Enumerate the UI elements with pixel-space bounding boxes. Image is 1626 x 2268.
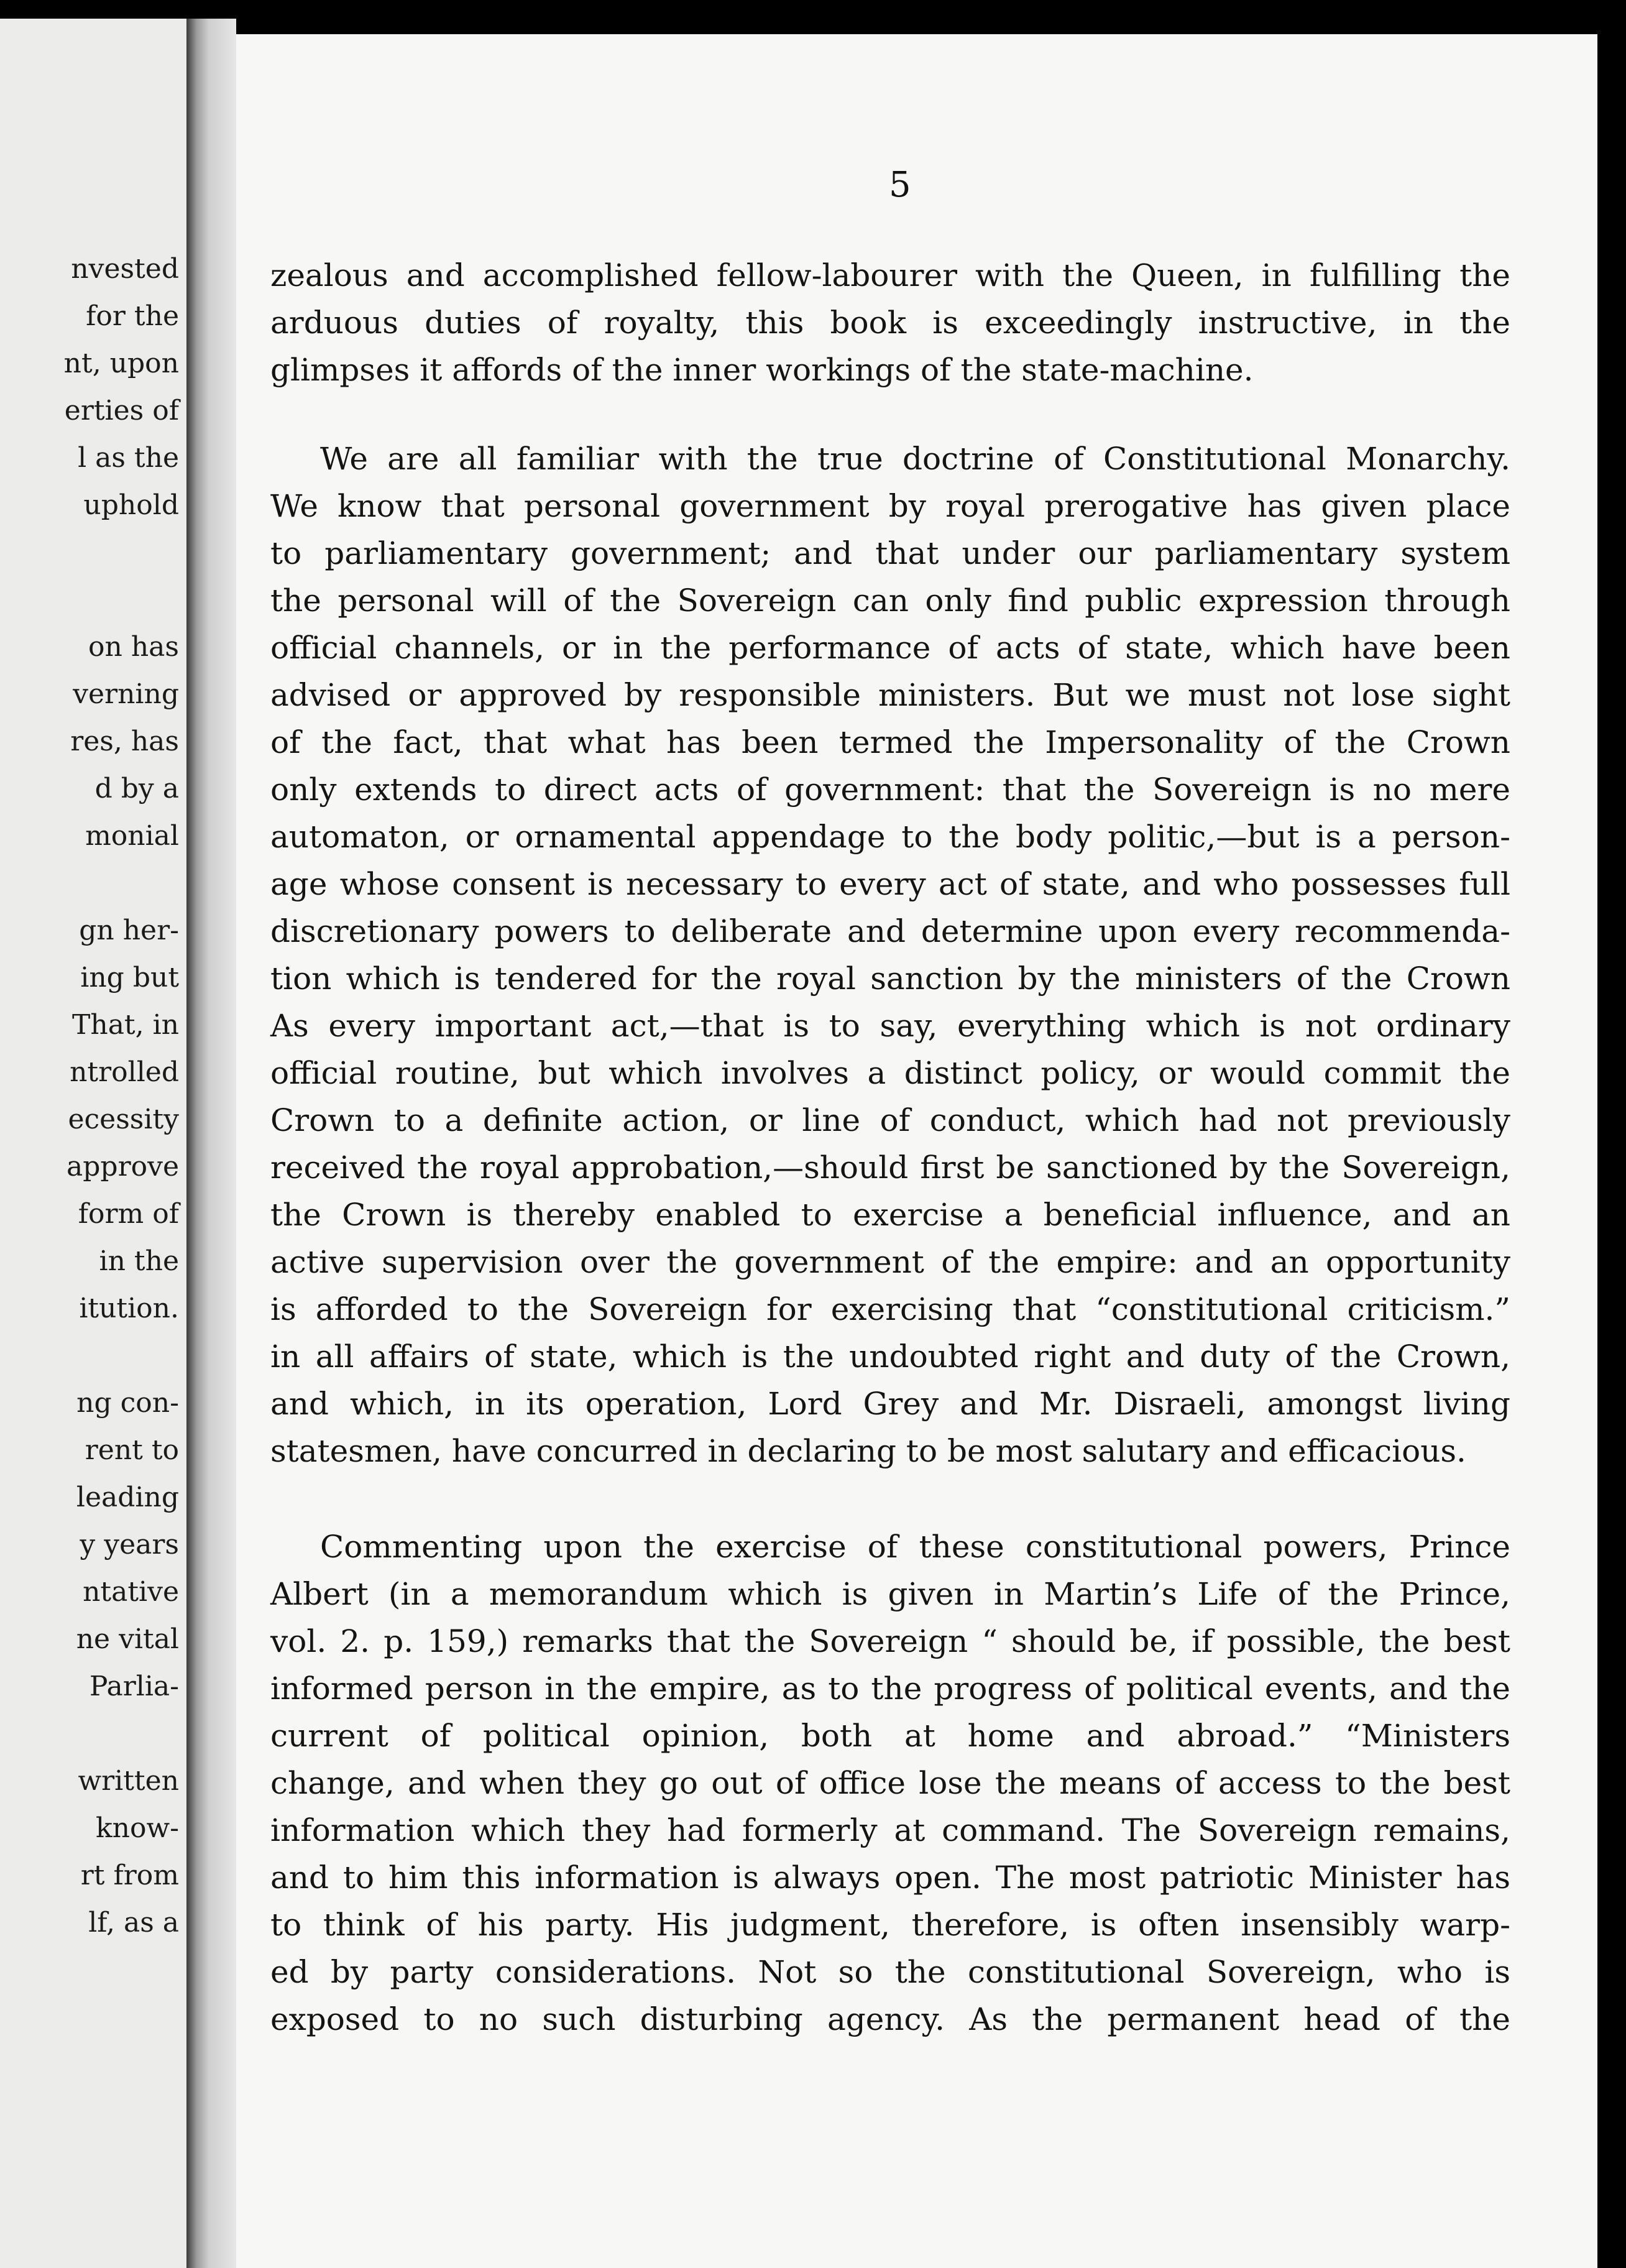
text-line: the Crown is thereby enabled to exercise a beneficial influence, and an: [270, 1197, 1510, 1233]
text-line: Albert (in a memorandum which is given in Martin’s Life of the Prince,: [270, 1576, 1510, 1612]
text-line: glimpses it affords of the inner workings of the state-machine.: [270, 352, 1254, 388]
text-line: Commenting upon the exercise of these constitutional powers, Prince: [320, 1529, 1510, 1565]
left-page-line: approve: [67, 1151, 179, 1182]
text-line: active supervision over the government of the empire: and an opportunity: [270, 1244, 1510, 1280]
paragraph-3: [270, 1523, 1510, 2043]
text-line: official channels, or in the performance of acts of state, which have been: [270, 630, 1510, 666]
left-page-line: itution.: [79, 1293, 179, 1324]
text-line: and to him this information is always open. The most patriotic Minister has: [270, 1860, 1510, 1896]
text-line: zealous and accomplished fellow-labourer with the Queen, in fulfilling the: [270, 257, 1510, 293]
left-page-line: rt from: [80, 1860, 179, 1891]
left-page-line: ecessity: [68, 1104, 179, 1135]
left-page-line: verning: [73, 678, 179, 710]
text-line: official routine, but which involves a distinct policy, or would commit the: [270, 1055, 1510, 1091]
left-page-line: uphold: [83, 489, 179, 521]
left-page-line: ng con-: [76, 1387, 179, 1419]
left-page-line: ntative: [83, 1576, 179, 1608]
left-page-line: lf, as a: [88, 1907, 179, 1938]
text-line: and which, in its operation, Lord Grey and Mr. Disraeli, amongst living: [270, 1386, 1510, 1422]
left-page-line: form of: [78, 1198, 179, 1230]
left-page-line: gn her-: [79, 915, 179, 946]
left-page-line: ing but: [80, 962, 179, 993]
text-line: current of political opinion, both at home and abroad.” “Ministers: [270, 1718, 1510, 1754]
text-line: change, and when they go out of office lose the means of access to the best: [270, 1765, 1510, 1801]
left-page-line: d by a: [94, 773, 179, 804]
text-line: As every important act,—that is to say, everything which is not ordinary: [270, 1008, 1510, 1044]
text-line: to think of his party. His judgment, therefore, is often insensibly warp-: [270, 1907, 1510, 1943]
text-line: informed person in the empire, as to the progress of political events, and the: [270, 1671, 1510, 1707]
text-line: arduous duties of royalty, this book is exceedingly instructive, in the: [270, 305, 1510, 341]
text-line: only extends to direct acts of government: that the Sovereign is no mere: [270, 772, 1510, 808]
text-line: received the royal approbation,—should first be sanctioned by the Sovereign,: [270, 1150, 1510, 1186]
text-line: tion which is tendered for the royal sanction by the ministers of the Crown: [270, 961, 1510, 997]
text-line: the personal will of the Sovereign can only find public expression through: [270, 583, 1510, 619]
text-line: We are all familiar with the true doctrine of Constitutional Monarchy.: [320, 441, 1510, 477]
left-page-line: erties of: [64, 395, 179, 426]
left-page-line: res, has: [70, 726, 179, 757]
paragraph-1: [270, 252, 1510, 394]
text-line: of the fact, that what has been termed the Impersonality of the Crown: [270, 724, 1510, 760]
left-page-line: ne vital: [76, 1623, 179, 1655]
left-page-line: leading: [76, 1482, 179, 1513]
page-number: 5: [889, 165, 911, 205]
main-page: [236, 34, 1597, 2268]
left-page-fragment: [0, 19, 186, 2268]
text-line: age whose consent is necessary to every act of state, and who possesses full: [270, 866, 1510, 902]
left-page-line: nt, upon: [63, 348, 179, 379]
text-line: to parliamentary government; and that under our parliamentary system: [270, 535, 1510, 571]
text-line: advised or approved by responsible ministers. But we must not lose sight: [270, 677, 1510, 713]
text-line: is afforded to the Sovereign for exercising that “constitutional criticism.”: [270, 1291, 1510, 1327]
book-gutter: [186, 19, 236, 2268]
left-page-line: Parlia-: [89, 1671, 179, 1702]
paragraph-2: [270, 435, 1510, 1475]
left-page-line: know-: [95, 1812, 179, 1844]
left-page-line: in the: [99, 1245, 179, 1277]
text-line: automaton, or ornamental appendage to the body politic,—but is a person-: [270, 819, 1510, 855]
text-line: in all affairs of state, which is the undoubted right and duty of the Crown,: [270, 1339, 1510, 1375]
left-page-line: That, in: [72, 1009, 179, 1041]
left-page-line: rent to: [85, 1434, 179, 1466]
text-line: statesmen, have concurred in declaring to be most salutary and efficacious.: [270, 1433, 1466, 1469]
left-page-line: y years: [80, 1529, 179, 1560]
left-page-line: ntrolled: [70, 1056, 179, 1088]
text-line: We know that personal government by royal prerogative has given place: [270, 488, 1510, 524]
left-page-line: nvested: [71, 253, 179, 285]
text-line: information which they had formerly at command. The Sovereign remains,: [270, 1812, 1510, 1848]
text-line: ed by party considerations. Not so the constitutional Sovereign, who is: [270, 1954, 1510, 1990]
left-page-line: for the: [86, 300, 179, 332]
text-line: Crown to a definite action, or line of conduct, which had not previously: [270, 1102, 1510, 1138]
text-line: exposed to no such disturbing agency. As the permanent head of the: [270, 2001, 1510, 2037]
text-line: discretionary powers to deliberate and determine upon every recommenda-: [270, 913, 1510, 949]
left-page-line: written: [78, 1765, 179, 1797]
left-page-line: monial: [85, 820, 179, 852]
text-line: vol. 2. p. 159,) remarks that the Sovereign “ should be, if possible, the best: [270, 1623, 1510, 1659]
left-page-line: on has: [88, 631, 179, 663]
left-page-line: l as the: [78, 442, 179, 474]
